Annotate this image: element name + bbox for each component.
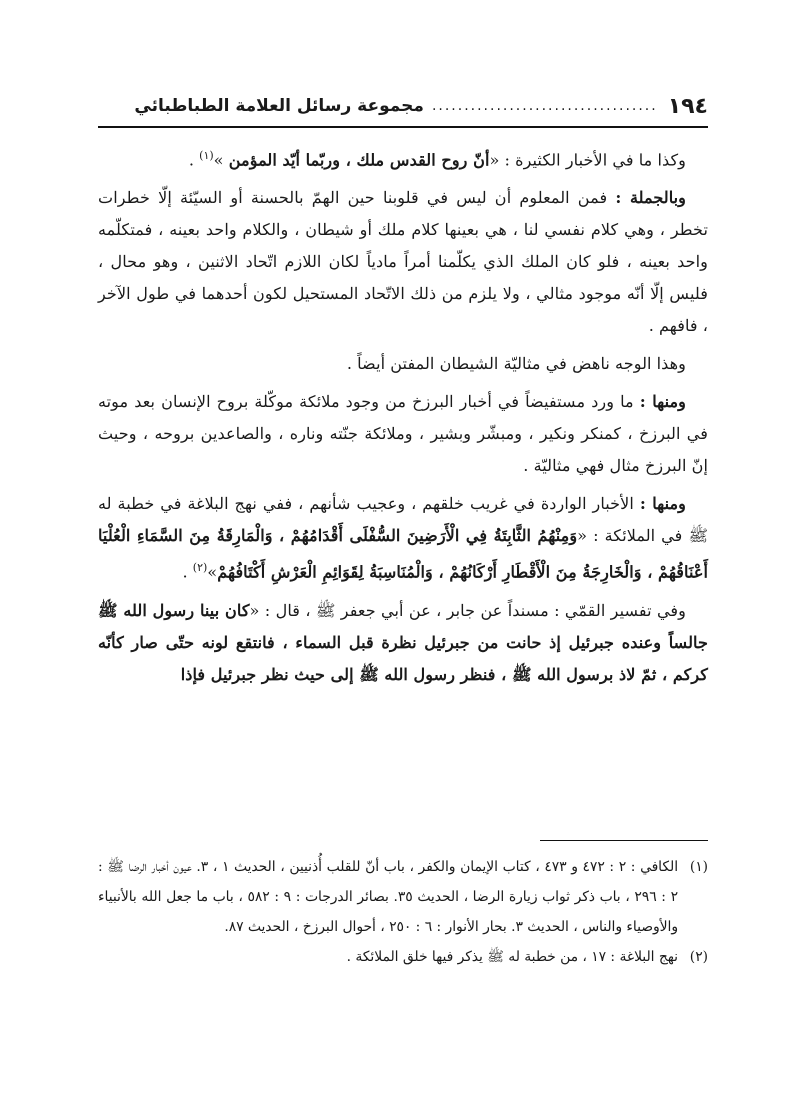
footnote-text: نهج البلاغة : ١٧ ، من خطبة له ﷺ يذكر فيها خلق الملائكة . — [346, 949, 678, 965]
text: . — [188, 150, 200, 170]
paragraph — [98, 140, 708, 176]
text: . — [182, 562, 193, 582]
running-header — [98, 86, 708, 128]
quote: أنّ روح القدس ملك ، وربّما أيّد المؤمن — [228, 150, 490, 170]
paragraph — [98, 386, 708, 482]
text: وكذا ما في الأخبار الكثيرة : « — [489, 150, 686, 170]
page-number: ١٩٤ — [667, 93, 708, 119]
footnote-ref[interactable]: (١) — [199, 149, 214, 162]
text: » — [207, 562, 218, 582]
quote: وَمِنْهُمُ الثَّابِتَةُ فِي الْأَرَضِينَ السُّفْلَى أَقْدَامُهُمْ ، وَالْمَارِقَةُ مِنَ السَّمَاءِ الْعُلْيَا أَعْنَاقُهُمْ ، وَالْخَارِجَةُ مِنَ الْأَقْطَارِ أَرْكَانُهُمْ ، وَالْمُنَاسِبَةُ لِقَوَائِمِ الْعَرْشِ أَكْتَافُهُمْ — [98, 526, 708, 582]
paragraph — [98, 595, 708, 691]
paragraph — [98, 488, 708, 588]
footnote-separator — [540, 840, 708, 841]
footnote-text: الكافي : ٢ : ٤٧٢ و ٤٧٣ ، كتاب الإيمان والكفر ، باب أنّ للقلب أُذنيين ، الحديث ١ ، ٣. عيون أخبار الرضا ﷺ : ٢ : ٢٩٦ ، باب ذكر ثواب زيارة الرضا ، الحديث ٣٥. بصائر الدرجات : ٩ : ٥٨٢ ، باب ما جعل الله بالأنبياء والأوصياء والناس ، الحديث ٣. بحار الأنوار : ٦ : ٢٥٠ ، أحوال البرزخ ، الحديث ٨٧. — [98, 859, 679, 935]
header-leader-dots: ................................... — [431, 98, 658, 114]
footnote-number: (١) — [689, 859, 709, 875]
text: الأخبار الواردة في غريب خلقهم ، وعجيب شأنهم ، ففي نهج البلاغة في خطبة له ﷺ في الملائكة : « — [98, 494, 708, 546]
footnote — [98, 852, 708, 942]
main-text — [98, 140, 708, 697]
paragraph — [98, 348, 708, 380]
lead-word: ومنها : — [639, 494, 686, 514]
footnote — [98, 942, 708, 972]
text: ما ورد مستفيضاً في أخبار البرزخ من وجود ملائكة موكّلة بروح الإنسان بعد موته في البرزخ ، كمنكر ونكير ، ومبشّر وبشير ، وملائكة جنّته وناره ، والصاعدين بروحه ، وحيث إنّ البرزخ مثال فهي مثاليّة . — [98, 392, 708, 476]
footnote-ref[interactable]: (٢) — [192, 561, 208, 575]
text: وفي تفسير القمّي : مسنداً عن جابر ، عن أبي جعفر ﷺ ، قال : « — [249, 600, 686, 620]
text: وهذا الوجه ناهض في مثاليّة الشيطان المفتن أيضاً . — [346, 354, 686, 374]
book-title: مجموعة رسائل العلامة الطباطبائي — [134, 96, 424, 116]
footnotes — [98, 852, 708, 972]
lead-word: وبالجملة : — [615, 188, 686, 208]
text: فمن المعلوم أن ليس في قلوبنا حين الهمّ بالحسنة أو السيّئة إلّا خطرات تخطر ، وهي كلام نفسي لنا ، هي بعينها كلام ملك أو شيطان ، والكلام واحد بعينه ، فمتكلّمه واحد بعينه ، فلو كان الملك الذي يكلّمنا أمراً مادياً لكان اللازم اتّحاد الاثنين ، وهو محال ، فليس إلّا أنّه موجود مثالي ، ولا يلزم من ذلك الاتّحاد المستحيل لكون أحدهما في طول الآخر ، فافهم . — [98, 188, 708, 336]
paragraph — [98, 182, 708, 342]
footnote-number: (٢) — [689, 949, 708, 965]
text: » — [213, 150, 229, 170]
lead-word: ومنها : — [639, 392, 686, 412]
quote: كان بينا رسول الله ﷺ جالساً وعنده جبرئيل إذ حانت من جبرئيل نظرة قبل السماء ، فانتقع لونه حتّى صار كأنّه كركم ، ثمّ لاذ برسول الله ﷺ ، فنظر رسول الله ﷺ إلى حيث نظر جبرئيل فإذا — [98, 600, 708, 684]
